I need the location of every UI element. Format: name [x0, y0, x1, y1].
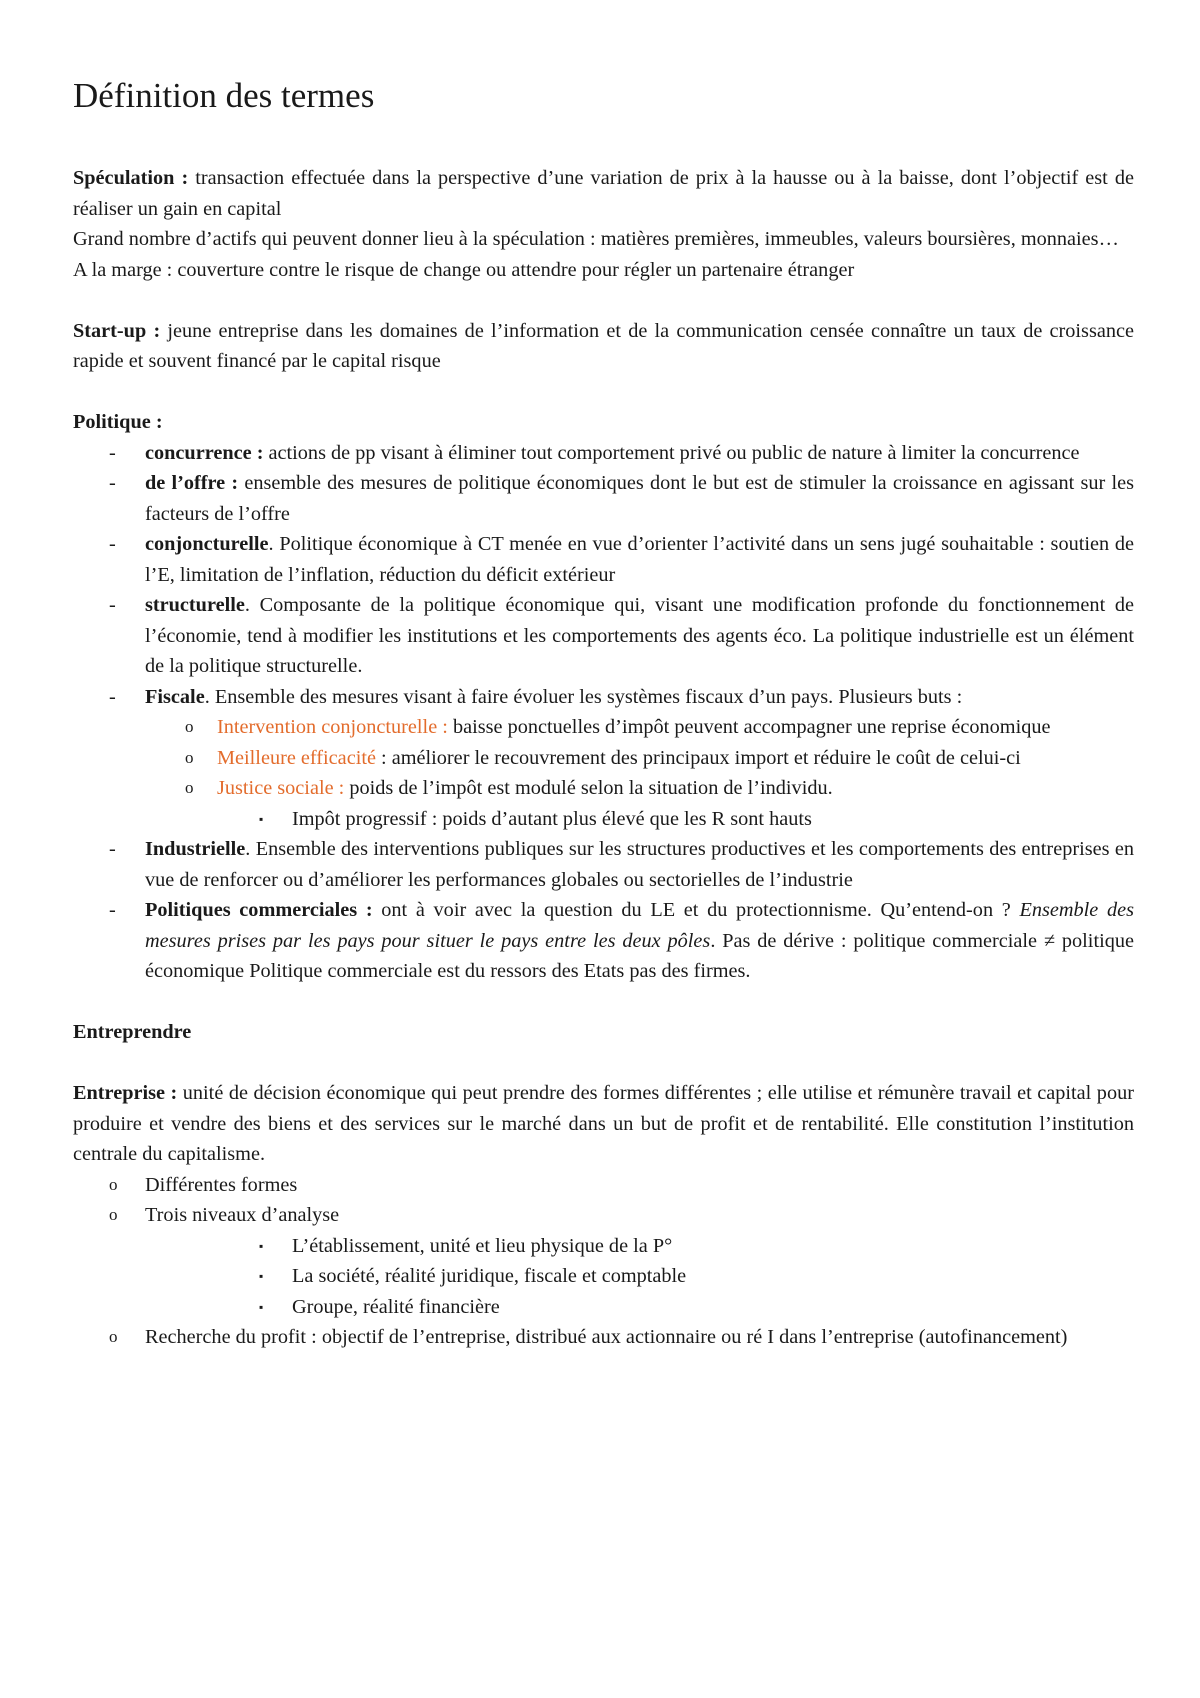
dash-bullet: - [109, 533, 116, 555]
circle-bullet: o [109, 1174, 118, 1194]
term-conjoncturelle: conjoncturelle [145, 533, 269, 555]
sub-sub-list-item [73, 1231, 1134, 1262]
circle-bullet: o [185, 717, 194, 736]
list-item [73, 682, 1134, 713]
list-item [73, 468, 1134, 529]
item-text: baisse ponctuelles d’impôt peuvent accompagner une reprise économique [447, 716, 1051, 738]
circle-bullet: o [109, 1205, 118, 1224]
circle-bullet: o [109, 1327, 118, 1346]
document-page [73, 72, 1134, 1353]
definition-text: unité de décision économique qui peut prendre des formes différentes ; elle utilise et rémunère travail et capital pour produire et vendre des biens et des services sur le marché dans un but de profit et de rentabilité. Elle constitution l’institution centrale du capitalisme. [73, 1082, 1134, 1165]
page-title: Définition des termes [73, 76, 375, 115]
sub-sub-list-item [73, 804, 1134, 835]
term-concurrence: concurrence : [145, 441, 264, 464]
term-startup: Start-up : [73, 319, 161, 342]
definition-entreprise [73, 1078, 1134, 1170]
sub-list-item [73, 773, 1134, 804]
sub-list-item [73, 712, 1134, 743]
sub-list-item [73, 743, 1134, 774]
paragraph: Grand nombre d’actifs qui peuvent donner lieu à la spéculation : matières premières, immeubles, valeurs boursières, monnaies… [73, 228, 1119, 250]
item-text: poids de l’impôt est modulé selon la situation de l’individu. [344, 777, 833, 799]
definition-text: transaction effectuée dans la perspective d’une variation de prix à la hausse ou à la baisse, dont l’objectif est de réaliser un gain en capital [73, 167, 1134, 220]
list-item [73, 834, 1134, 895]
item-text: . Pas de dérive : politique commerciale ≠ politique économique Politique commerciale est du ressors des Etats pas des firmes. [145, 929, 1134, 982]
item-text: . Composante de la politique économique qui, visant une modification profonde du fonctionnement de l’économie, tend à modifier les institutions et les comportements des agents éco. La politique industrielle est un élément de la politique structurelle. [145, 594, 1134, 677]
spacer [73, 377, 1134, 408]
list-item [73, 590, 1134, 682]
square-bullet: ▪ [259, 1238, 264, 1253]
dash-bullet: - [109, 899, 116, 921]
heading-entreprendre: Entreprendre [73, 1021, 192, 1043]
item-text: Recherche du profit : objectif de l’entreprise, distribué aux actionnaire ou ré I dans l’entreprise (autofinancement) [145, 1326, 1068, 1348]
dash-bullet: - [109, 472, 116, 494]
spacer [73, 1048, 1134, 1079]
list-item [73, 895, 1134, 987]
term-entreprise: Entreprise : [73, 1082, 178, 1104]
highlight-label: Meilleure efficacité [217, 746, 376, 769]
item-text: Différentes formes [145, 1173, 298, 1196]
list-item [73, 529, 1134, 590]
dash-bullet: - [109, 441, 116, 464]
definition-speculation [73, 163, 1134, 224]
item-text: La société, réalité juridique, fiscale et comptable [292, 1265, 687, 1287]
dash-bullet: - [109, 685, 116, 708]
heading-politique: Politique : [73, 411, 163, 433]
item-text: : améliorer le recouvrement des principaux import et réduire le coût de celui-ci [375, 746, 1021, 769]
highlight-label: Intervention conjoncturelle : [217, 716, 448, 738]
item-text: Impôt progressif : poids d’autant plus élevé que les R sont hauts [292, 807, 812, 830]
item-text: . Ensemble des mesures visant à faire évoluer les systèmes fiscaux d’un pays. Plusieurs buts : [204, 685, 963, 708]
section-speculation [73, 163, 1134, 285]
politique-list [73, 438, 1134, 987]
spacer [73, 285, 1134, 316]
item-text: actions de pp visant à éliminer tout comportement privé ou public de nature à limiter la concurrence [263, 441, 1080, 464]
circle-bullet: o [185, 747, 194, 767]
sub-sub-list-item [73, 1292, 1134, 1323]
item-text: . Politique économique à CT menée en vue d’orienter l’activité dans un sens jugé souhaitable : soutien de l’E, limitation de l’inflation, réduction du déficit extérieur [145, 533, 1134, 586]
item-text: Groupe, réalité financière [292, 1295, 500, 1318]
square-bullet: ▪ [259, 811, 264, 826]
item-text: L’établissement, unité et lieu physique de la P° [292, 1234, 673, 1257]
spacer [73, 987, 1134, 1018]
term-industrielle: Industrielle [145, 838, 246, 860]
sub-list-item [73, 1200, 1134, 1231]
paragraph: A la marge : couverture contre le risque de change ou attendre pour régler un partenaire étranger [73, 258, 855, 281]
item-text: Trois niveaux d’analyse [145, 1204, 340, 1226]
highlight-label: Justice sociale : [217, 777, 345, 799]
term-politiques-commerciales: Politiques commerciales : [145, 899, 373, 921]
dash-bullet: - [109, 594, 116, 616]
term-speculation: Spéculation : [73, 167, 189, 189]
square-bullet: ▪ [259, 1299, 264, 1314]
term-offre: de l’offre : [145, 472, 239, 494]
circle-bullet: o [185, 778, 194, 797]
item-text: ensemble des mesures de politique économiques dont le but est de stimuler la croissance en agissant sur les facteurs de l’offre [145, 472, 1134, 525]
sub-sub-list-item [73, 1261, 1134, 1292]
item-text: . Ensemble des interventions publiques sur les structures productives et les comportements des entreprises en vue de renforcer ou d’améliorer les performances globales ou sectorielles de l’industrie [145, 838, 1134, 891]
term-structurelle: structurelle [145, 594, 245, 616]
dash-bullet: - [109, 838, 116, 860]
item-text: ont à voir avec la question du LE et du protectionnisme. Qu’entend-on ? [372, 899, 1020, 921]
sub-list-item [73, 1322, 1134, 1353]
definition-text: jeune entreprise dans les domaines de l’information et de la communication censée connaître un taux de croissance rapide et souvent financé par le capital risque [73, 319, 1134, 372]
italic-text: Ensemble des mesures prises par les pays pour situer le pays entre les deux pôles [145, 899, 1134, 952]
square-bullet: ▪ [259, 1269, 264, 1283]
term-fiscale: Fiscale [145, 685, 205, 708]
list-item [73, 438, 1134, 469]
definition-startup [73, 316, 1134, 377]
sub-list-item [73, 1170, 1134, 1201]
